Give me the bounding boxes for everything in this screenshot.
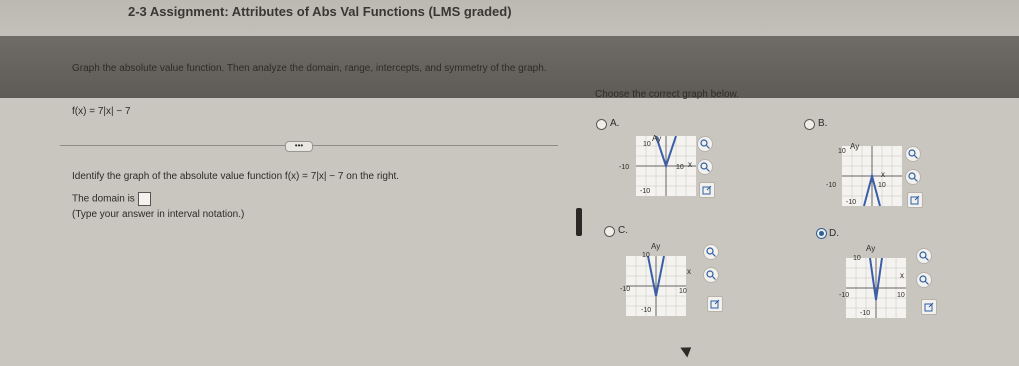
more-options-button[interactable]: ••• [285,141,313,152]
graph-c-tick-left: -10 [620,286,631,293]
zoom-a-icon[interactable] [697,136,713,152]
domain-answer-input[interactable] [138,192,151,206]
option-c-radio[interactable] [604,226,615,237]
graph-d-tick-bottom: -10 [860,310,871,317]
graph-c [626,256,686,316]
expand-a-icon[interactable] [699,182,715,198]
graph-c-plot [626,256,686,316]
graph-d-xlabel: x [900,271,904,280]
option-a-label: A. [610,118,620,129]
zoom-out-c-icon[interactable] [703,267,719,283]
zoom-out-b-icon[interactable] [905,169,921,185]
graph-a-ylabel: Ay [652,134,662,143]
graph-d-tick-left: -10 [839,292,850,299]
option-a-radio[interactable] [596,119,607,130]
graph-b-tick-left: -10 [826,182,837,189]
option-c-label: C. [618,225,628,236]
graph-d [846,258,906,318]
graph-d-tick-right: 10 [897,292,905,299]
instruction-text: Graph the absolute value function. Then analyze the domain, range, intercepts, and symmetry of the graph. [72,63,547,74]
function-text: f(x) = 7|x| − 7 [72,106,131,117]
note-text: (Type your answer in interval notation.) [72,209,245,220]
zoom-d-icon[interactable] [916,248,932,264]
choice-prompt: Choose the correct graph below. [595,89,739,100]
graph-d-plot [846,258,906,318]
zoom-out-d-icon[interactable] [916,272,932,288]
domain-prompt [72,192,151,206]
zoom-b-icon[interactable] [905,146,921,162]
option-b-label: B. [818,118,828,129]
zoom-out-a-icon[interactable] [697,159,713,175]
graph-b-plot [842,146,902,206]
graph-c-tick-right: 10 [679,288,687,295]
panel-divider[interactable] [576,208,582,236]
graph-a-tick-bottom: -10 [640,188,651,195]
graph-c-tick-bottom: -10 [641,307,652,314]
mouse-cursor [680,343,694,358]
option-d-label: D. [829,228,839,239]
graph-a-xlabel: x [688,160,692,169]
graph-b-tick-right: 10 [878,182,886,189]
option-b-radio[interactable] [804,119,815,130]
assignment-title: 2-3 Assignment: Attributes of Abs Val Functions (LMS graded) [128,4,512,19]
graph-c-xlabel: x [687,267,691,276]
graph-c-tick-top: 10 [642,252,650,259]
expand-b-icon[interactable] [907,192,923,208]
zoom-c-icon[interactable] [703,244,719,260]
domain-label: The domain is [72,193,135,205]
option-d-radio[interactable] [816,228,827,239]
expand-d-icon[interactable] [921,299,937,315]
graph-a-tick-right: 10 [676,164,684,171]
graph-d-ylabel: Ay [866,244,876,253]
graph-b-xlabel: x [881,170,885,179]
graph-d-tick-top: 10 [853,255,861,262]
graph-b [842,146,902,206]
graph-b-tick-bottom: -10 [846,199,857,206]
graph-c-ylabel: Ay [651,242,661,251]
expand-c-icon[interactable] [707,296,723,312]
graph-b-tick-top: 10 [838,148,846,155]
graph-a-tick-left: -10 [619,164,630,171]
graph-a-tick-top: 10 [643,141,651,148]
identify-text: Identify the graph of the absolute value function f(x) = 7|x| − 7 on the right. [72,171,400,182]
graph-b-ylabel: Ay [850,142,860,151]
